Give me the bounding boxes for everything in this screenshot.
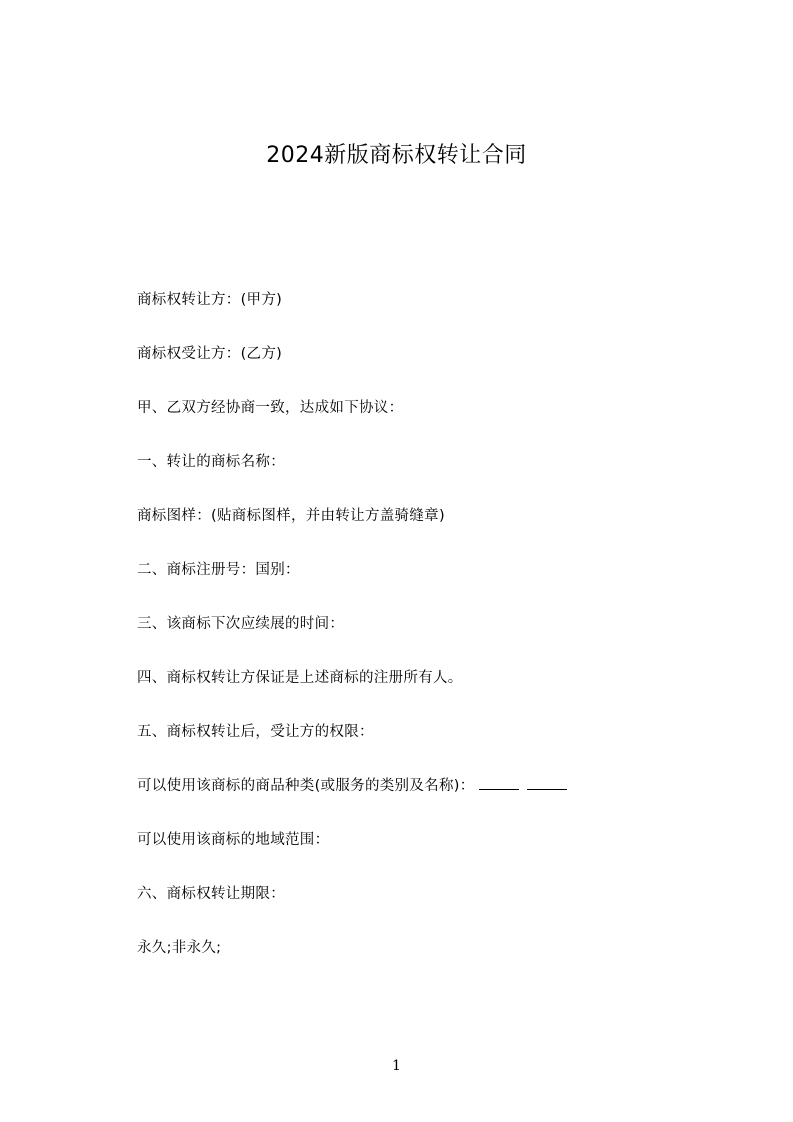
paragraph-term-options: 永久;非永久; — [137, 940, 222, 956]
paragraph-trademark-image: 商标图样：(贴商标图样，并由转让方盖骑缝章) — [137, 508, 445, 524]
document-body — [137, 288, 697, 990]
document-title: 2024新版商标权转让合同 — [266, 143, 527, 168]
paragraph-ownership-guarantee: 四、商标权转让方保证是上述商标的注册所有人。 — [137, 670, 463, 686]
paragraph-transfer-term: 六、商标权转让期限： — [137, 886, 285, 902]
fill-in-blank — [479, 775, 519, 790]
paragraph-transferee-rights: 五、商标权转让后，受让方的权限： — [137, 724, 374, 740]
paragraph-territory: 可以使用该商标的地域范围： — [137, 832, 330, 848]
paragraph-registration-number: 二、商标注册号：国别： — [137, 562, 300, 578]
goods-category-text: 可以使用该商标的商品种类(或服务的类别及名称)： — [137, 778, 475, 794]
paragraph-transferee: 商标权受让方：(乙方) — [137, 346, 283, 362]
fill-in-blank — [527, 775, 567, 790]
paragraph-renewal-time: 三、该商标下次应续展的时间： — [137, 616, 345, 632]
page-number: 1 — [392, 1058, 401, 1074]
paragraph-trademark-name: 一、转让的商标名称： — [137, 454, 285, 470]
paragraph-agreement: 甲、乙双方经协商一致，达成如下协议： — [137, 400, 404, 416]
paragraph-transferor: 商标权转让方：(甲方) — [137, 292, 283, 308]
paragraph-goods-category — [137, 774, 697, 828]
